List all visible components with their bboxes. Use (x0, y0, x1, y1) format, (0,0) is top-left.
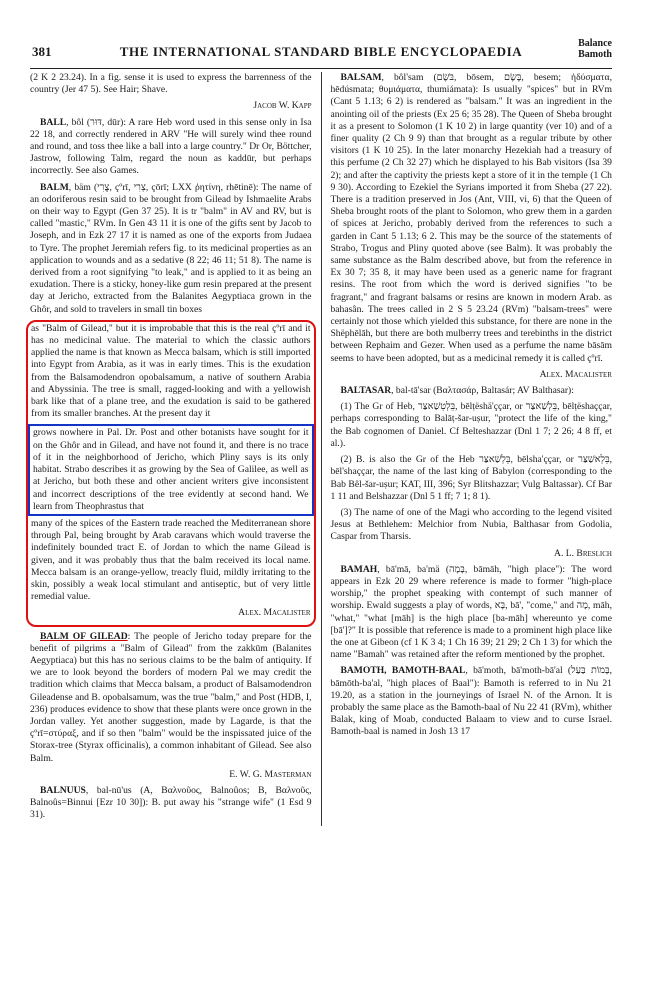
entry-balm (30, 182, 312, 316)
entry-baltasar-text: , bal-tā'sar (Βαλτασάρ, Baltasár; AV Balthasar): (391, 385, 574, 397)
entry-continuation: (2 K 2 23.24). In a fig. sense it is used to express the barrenness of the country (Jer 47 5). See Hair; Shave. (30, 72, 312, 96)
headword-balnuus: BALNUUS (40, 784, 86, 796)
highlighted-text-end: many of the spices of the Eastern trade reached the Mediterranean shore through Pal, being brought by Arab caravans which would traverse the indefinitely bounded tract E. of Jordan to which the name Gilead is given, and it was probably thus that the balm received its local name. Mecca balsam is an orange-yellow, treacly fluid, mildly irritating to the skin, possibly a weak local stimulant and antiseptic, but of very little remedial value. (31, 517, 311, 603)
baltasar-sense-2: (2) B. is also the Gr of the Heb בֵּלְשַׁאצַּר, bēlsha'ççar, or בֵּלְאשַׁצַּר, bēl'shaççar, the name of the last king of Babylon (corresponding to the Bab Bêl-šar-uṣur; KAT, III, 396; Syr Blitshazzar; Vulg Baltassar). Cf Bar 1 11 and Belshazzar (Dnl 5 1 ff; 7 1; 8 1). (330, 454, 612, 502)
running-header (30, 38, 612, 69)
running-title: THE INTERNATIONAL STANDARD BIBLE ENCYCLOPAEDIA (119, 44, 523, 59)
highlighted-text-blue: grows nowhere in Pal. Dr. Post and other botanists have sought for it on the Ghôr and in Gilead, and have not found it, and there is no trace of it in the neighborhood of Jericho, which Pliny says is its only habitat. Strabo describes it as growing by the Sea of Galilee, as well as at Jericho, but both these and other ancient writers give inconsistent and incorrect descriptions of the tree evidently at second hand. We learn from Theophrastus that (33, 427, 309, 512)
baltasar-sense-1: (1) The Gr of Heb, בֵּלְטְשַׁאצַּר, bēlṭëshä'ççar, or בֵּלְשַׁאצַּר, bēlṭëshaççar, perhaps corresponding to Balāṭ-šar-uṣur, "protect the life of the king," the Bab cognomen of Daniel. Cf Belteshazzar (Dnl 1 7; 2 26; 4 8 ff, et al.). (330, 401, 612, 449)
text-columns (30, 72, 612, 826)
blue-highlight-box (28, 424, 314, 515)
headword-balsam: BALSAM (340, 72, 382, 83)
guide-words (578, 38, 612, 60)
headword-bamoth: BAMOTH, BAMOTH-BAAL (340, 665, 466, 677)
entry-ball-text: , bôl (דּוּר, dūr): A rare Heb word used in this sense only in Isa 22 18, and correctly rendered in ARV "He will surely wind thee round and round, and toss thee like a ball into a large country." Dr Or, Böttcher, Jastrow, following Talm, regard the noun as kaddūr, but perhaps incorrectly. See also Games. (30, 116, 312, 177)
highlighted-text-start: as "Balm of Gilead," but it is improbable that this is the real çºrī and it has no medicinal value. The material to which the classic authors applied the name is that known as Mecca balsam, which is still imported into Egypt from Arabia, as it was in early times. This is the exudation from the Balsamodendron opobalsamum, a native of southern Arabia and Abyssinia. The tree is small, ragged-looking and with a yellowish bark like that of a plane tree, and the exudation is said to be gathered from its smaller branches. At the present day it (31, 322, 311, 420)
entry-balsam (330, 72, 612, 365)
author-signature-balm: Alex. Macalister (238, 607, 311, 619)
entry-bamah-text: , bā'mā, ba'mä (בָּמָה, bāmāh, "high place"): The word appears in Ezk 20 29 where reference is made to former "high-place worship," the prophet speaking with contempt of such manner of worship. Ewald suggests a play of words, בָּא, bā', "come," and מָה, māh, "what," "what [māh] is the high place [ba-māh] whereunto ye come [bā']?" It is possible that reference is made to a prominent high place like the one at Gibeon (cf 1 K 3 4; 1 Ch 16 39; 21 29; 2 Ch 1 3) for which the name "Bamah" was retained after the reform mentioned by the prophet. (330, 563, 612, 661)
column-divider (321, 72, 322, 826)
author-signature-baltasar: A. L. Breslich (554, 547, 612, 559)
entry-balm-of-gilead-text: : The people of Jericho today prepare for the benefit of pilgrims a "Balm of Gilead" from the zakkūm (Balanites Aegyptiaca) but this has no serious claims to be the balm of antiquity. If we are to look beyond the borders of modern Pal we may credit the tradition which claims that Mecca balsam, a product of Balsamodendron Gileadense and B. opobalsamum, was the true "balm," and Post (HDB, I, 236) produces evidence to show that these plants were once grown in the Jordan valley. Yet another suggestion, made by Lagarde, is that the çºrī=στύραξ, and if so then "balm" would be the inspissated juice of the Storax-tree (Styrax officinalis), a common inhabitant of Gilead. See also Balm. (30, 630, 312, 764)
entry-balm-text: , bäm (צֳרִי, çºrī, צְרִי, çōrī; LXX ῥητίνη, rhētinē): The name of an odoriferous resin said to be brought from Gilead by Ishmaelite Arabs on their way to Egypt (Gen 37 25). It is tr "balm" in AV and RV, but is called "mastic," RVm. In Gen 43 11 it is one of the gifts sent by Jacob to Joseph, and in Ezk 27 17 it is named as one of the exports from Judaea to Tyre. The prophet Jeremiah refers fig. to its medicinal properties as an application to wounds and as a sedative (8 22; 46 11; 51 8). The name is derived from a root signifying "to leak," and is applied to it as being an exudation. There is a sticky, honey-like gum resin prepared at the present day at Jericho, extracted from the Balanites Aegyptiaca grown in the Ghôr, and sold to travelers in small tin boxes (30, 181, 312, 315)
author-signature-gilead: E. W. G. Masterman (229, 768, 312, 780)
baltasar-sense-3: (3) The name of one of the Magi who according to the legend visited Jesus at Bethlehem: Melchior from Nubia, Balthasar from Godolia, Caspar from Tharsis. (330, 506, 612, 543)
entry-ball (30, 117, 312, 178)
entry-balsam-text: , bôl'sam (בֹּשֶׂם, bōsem, בֶּשֶׂם, besem; ἡδύσματα, hēdúsmata; θυμιάματα, thumiámata): Is usually "spices" but in RVm (Cant 5 1.13; 6 2) is rendered as "balsam." It was an ingredient in the anointing oil of the priests (Ex 25 6; 35 28). The Queen of Sheba brought it as a present to Solomon (1 K 10 2) in large quantity (ver 10) and of a finer quality (2 Ch 9 9) than that brought as a regular tribute by other visitors (1 K 10 25). In the later monarchy Hezekiah had a treasury of this perfume (2 Ch 32 27) which he displayed to his Bab visitors (Isa 39 2); and after the captivity the priests kept a store of it in the temple (1 Ch 9 30). According to Ezekiel the Syrians imported it from Sheba (27 22). There is a tradition preserved in Jos (Ant, VIII, vi, 6) that the Queen of Sheba brought roots of the plant to Solomon, who grew them in a garden of spices at Jericho, probably derived from the references to such a garden in Cant 5 1.13; 6 2. This may be the source of the statements of Strabo, Trogus and Pliny quoted above (see Balm). It was probably the same substance as the Balm described above, but from the reference in Ex 30 7; 35 8, it may have been used as a generic name for fragrant resins. The root from which the word is derived signifies "to be fragrant," and fragrant balsams or resins are known in modern Arab. as bahasân. The trees called in 2 S 5 23.24 (RVm) "balsam-trees" were certainly not those which yielded this substance, for there are none in the Shëphēlāh, but there are both mulberry trees and terebinths in the district between Rephaim and Gezer. When used as a perfume the name bāsām seems to have been adopted, but as a medicinal remedy it is called çºrī. (330, 72, 612, 364)
author-signature: Jacob W. Kapp (253, 100, 312, 112)
entry-bamah (330, 564, 612, 662)
guide-word-top: Balance (578, 38, 612, 49)
entry-baltasar (330, 385, 612, 397)
headword-ball: BALL (40, 116, 67, 128)
right-column (330, 72, 612, 826)
author-signature-balsam: Alex. Macalister (539, 368, 612, 380)
headword-bamah: BAMAH (340, 563, 378, 575)
page-number: 381 (32, 44, 52, 59)
left-column (30, 72, 312, 826)
headword-balm-of-gilead: BALM OF GILEAD (40, 630, 128, 642)
red-highlight-box (26, 320, 316, 627)
headword-baltasar: BALTASAR (340, 385, 392, 397)
entry-balnuus (30, 785, 312, 822)
entry-bamoth-text: , bā'moth, bā'moth-bā'al (בָּמוֹת בַּעַל, bāmōth-ba'al, "high places of Baal"): Bamoth is referred to in Nu 21 19.20, as a station in the journeyings of Israel N. of the Arnon. It is probably the same place as the Bamoth-baal of Nu 22 41 (RVm), whither Balak, king of Moab, conducted Balaam to view and to curse Israel. Bamoth-baal is named in Josh 13 17 (330, 665, 612, 738)
entry-balnuus-text: , bal-nū'us (A, Βαλνοῦος, Balnoûos; B, Βαλνοῦς, Balnoûs=Binnui [Ezr 10 30]): B. put away his "strange wife" (1 Esd 9 31). (30, 784, 312, 821)
guide-word-bottom: Bamoth (578, 49, 612, 60)
entry-balm-of-gilead (30, 631, 312, 765)
entry-bamoth (330, 665, 612, 738)
headword-balm: BALM (40, 181, 69, 193)
